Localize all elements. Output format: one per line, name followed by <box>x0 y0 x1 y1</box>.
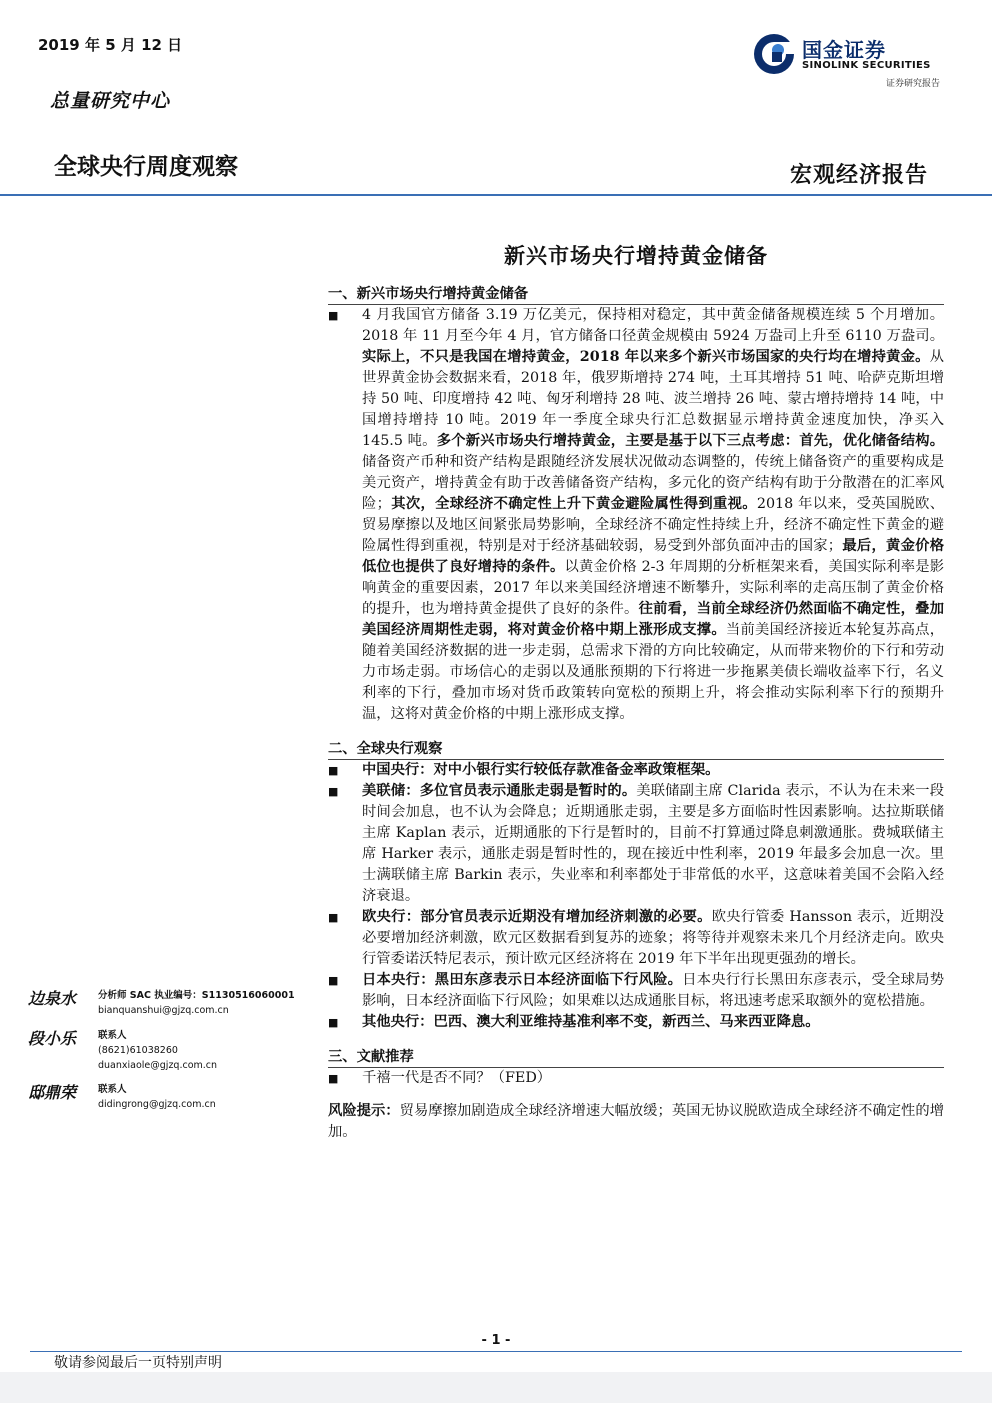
analyst-title: 分析师 SAC 执业编号：S1130516060001 <box>98 990 295 1001</box>
bullet-text <box>362 760 944 781</box>
bold-run: 多个新兴市场央行增持黄金，主要是基于以下三点考虑：首先，优化储备结构。 <box>436 433 944 449</box>
analyst-name: 段小乐 <box>28 1029 77 1048</box>
bullet-item <box>328 970 944 1012</box>
bullet-square-icon: ■ <box>328 1072 339 1085</box>
bullet-square-icon: ■ <box>328 911 339 924</box>
bold-run: 其次，全球经济不确定性上升下黄金避险属性得到重视。 <box>390 496 757 512</box>
bullet-item <box>328 1012 944 1033</box>
section-heading: 三、文献推荐 <box>328 1049 414 1065</box>
bold-run: 实际上，不只是我国在增持黄金，2018 年以来多个新兴市场国家的央行均在增持黄金。 <box>362 349 930 365</box>
analyst-name: 邸鼎荣 <box>28 1083 77 1102</box>
bullet-square-icon: ■ <box>328 974 339 987</box>
section-gap <box>328 725 944 737</box>
bullet-square-icon: ■ <box>328 309 339 322</box>
bullet-square-icon: ■ <box>328 785 339 798</box>
text-run: 美联储副主席 Clarida 表示，不认为在未来一段时间会加息，也不认为会降息；近期通胀走弱，主要是多方面临时性因素影响。达拉斯联储主席 Kaplan 表示，近期通胀的下行是暂时的，目前不打算通过降息刺激通胀。费城联储主席 Harker 表示，通胀走弱是暂时性的，现在接近中性利率，2019 年最多会加息一次。里士满联储主席 Barkin 表示，失业率和利率都处于非常低的水平，这意味着美国不会陷入经济衰退。 <box>362 783 944 904</box>
footer-disclaimer: 敬请参阅最后一页特别声明 <box>54 1355 222 1371</box>
text-run: 4 月我国官方储备 3.19 万亿美元，保持相对稳定，其中黄金储备规模连续 5 个月增加。2018 年 11 月至今年 4 月，官方储备口径黄金规模由 5924 万盎司上升至 6110 万盎司。 <box>362 307 944 344</box>
logo-subtitle: 证券研究报告 <box>885 79 940 89</box>
bullet-text <box>362 970 944 1012</box>
report-series-title: 全球央行周度观察 <box>54 154 238 180</box>
bullet-text <box>362 305 944 725</box>
text-run: 欧央行管委 Hansson 表示，近期没必要增加经济刺激，欧元区数据看到复苏的迹象；将等待并观察未来几个月经济走向。欧央行管委诺沃特尼表示，预计欧元区经济将在 2019 年下半年出现更强劲的增长。 <box>362 909 945 967</box>
research-center: 总量研究中心 <box>50 90 171 112</box>
text-run: 从世界黄金协会数据来看，2018 年，俄罗斯增持 274 吨，土耳其增持 51 吨、哈萨克斯坦增持 50 吨、印度增持 42 吨、匈牙利增持 28 吨、波兰增持 26 吨、蒙古增持增持 14 吨，中国增持增持 10 吨。2019 年一季度全球央行汇总数据显示增持黄金速度加快，净买入 145.5 吨。 <box>362 349 944 449</box>
bullet-item <box>328 1068 944 1089</box>
section-heading: 二、全球央行观察 <box>328 741 443 757</box>
analyst-list <box>28 986 318 1120</box>
bullet-item <box>328 781 944 907</box>
analyst-name: 边泉水 <box>28 989 77 1008</box>
analyst-title: 联系人 <box>98 1084 127 1095</box>
analyst-entry <box>28 1080 318 1120</box>
analyst-entry <box>28 986 318 1026</box>
bullet-text <box>362 781 944 907</box>
risk-text: 贸易摩擦加剧造成全球经济增速大幅放缓；英国无协议脱欧造成全球经济不确定性的增加。 <box>328 1103 945 1140</box>
analyst-entry <box>28 1026 318 1080</box>
report-body <box>328 282 944 1143</box>
text-run: 千禧一代是否不同？（FED） <box>362 1070 552 1086</box>
analyst-phone: (8621)61038260 <box>98 1045 178 1056</box>
bold-run: 最后，黄金价格低位也提供了良好增持的条件。 <box>362 538 945 575</box>
risk-label: 风险提示： <box>328 1103 400 1119</box>
bold-run: 中国央行：对中小银行实行较低存款准备金率政策框架。 <box>362 762 720 778</box>
report-date: 2019 年 5 月 12 日 <box>38 36 183 54</box>
main-title: 新兴市场央行增持黄金储备 <box>504 243 768 268</box>
bullet-item <box>328 305 944 725</box>
analyst-title: 联系人 <box>98 1030 127 1041</box>
analyst-info <box>98 988 295 1018</box>
text-run: 2018 年以来，受英国脱欧、贸易摩擦以及地区间紧张局势影响，全球经济不确定性持续上升，经济不确定性下黄金的避险属性得到重视，特别是对于经济基础较弱，易受到外部负面冲击的国家； <box>362 496 945 554</box>
bullet-text <box>362 907 944 970</box>
bold-run: 其他央行：巴西、澳大利亚维持基准利率不变，新西兰、马来西亚降息。 <box>362 1014 820 1030</box>
text-run: 当前美国经济接近本轮复苏高点，随着美国经济数据的进一步走弱，总需求下滑的方向比较确定，从而带来物价的下行和劳动力市场走弱。市场信心的走弱以及通胀预期的下行将进一步拖累美债长端收益率下行，名义利率的下行，叠加市场对货币政策转向宽松的预期上升，将会推动实际利率下行的预期升温，这将对黄金价格的中期上涨形成支撑。 <box>362 622 945 722</box>
bold-run: 往前看，当前全球经济仍然面临不确定性，叠加美国经济周期性走弱，将对黄金价格中期上涨形成支撑。 <box>362 601 945 638</box>
header-divider <box>0 194 992 196</box>
footer-bar <box>0 1372 992 1403</box>
analyst-email[interactable]: duanxiaole@gjzq.com.cn <box>98 1060 218 1071</box>
bullet-item <box>328 760 944 781</box>
bullet-item <box>328 907 944 970</box>
analyst-info <box>98 1082 216 1112</box>
bold-run: 欧央行：部分官员表示近期没有增加经济刺激的必要。 <box>362 909 712 925</box>
logo-english-name: SINOLINK SECURITIES <box>802 60 931 71</box>
bold-run: 美联储：多位官员表示通胀走弱是暂时的。 <box>362 783 637 799</box>
bullet-text <box>362 1012 944 1033</box>
text-run: 以黄金价格 2-3 年周期的分析框架来看，美国实际利率是影响黄金的重要因素，2017 年以来美国经济增速不断攀升，实际利率的走高压制了黄金价格的提升，也为增持黄金提供了良好的条件。 <box>362 559 944 617</box>
text-run: 日本央行行长黑田东彦表示，受全球局势影响，日本经济面临下行风险；如果难以达成通胀目标，将迅速考虑采取额外的宽松措施。 <box>362 972 945 1009</box>
company-logo <box>752 30 942 90</box>
bold-run: 日本央行：黑田东彦表示日本经济面临下行风险。 <box>362 972 683 988</box>
bullet-square-icon: ■ <box>328 1016 339 1029</box>
text-run: 储备资产币种和资产结构是跟随经济发展状况做动态调整的，传统上储备资产的重要构成是美元资产，增持黄金有助于改善储备资产结构，多元化的资产结构有助于分散潜在的汇率风险； <box>362 454 944 512</box>
section-gap <box>328 1033 944 1045</box>
analyst-email[interactable]: bianquanshui@gjzq.com.cn <box>98 1005 229 1016</box>
page-number: - 1 - <box>481 1333 511 1348</box>
logo-chinese-name: 国金证券 <box>802 38 886 62</box>
bullet-text <box>362 1068 944 1089</box>
bullet-square-icon: ■ <box>328 764 339 777</box>
report-type: 宏观经济报告 <box>789 162 928 188</box>
analyst-email[interactable]: didingrong@gjzq.com.cn <box>98 1099 216 1110</box>
section-heading: 一、新兴市场央行增持黄金储备 <box>328 286 529 302</box>
risk-note <box>328 1101 944 1143</box>
analyst-info <box>98 1028 217 1073</box>
logo-mark-icon <box>752 32 796 76</box>
